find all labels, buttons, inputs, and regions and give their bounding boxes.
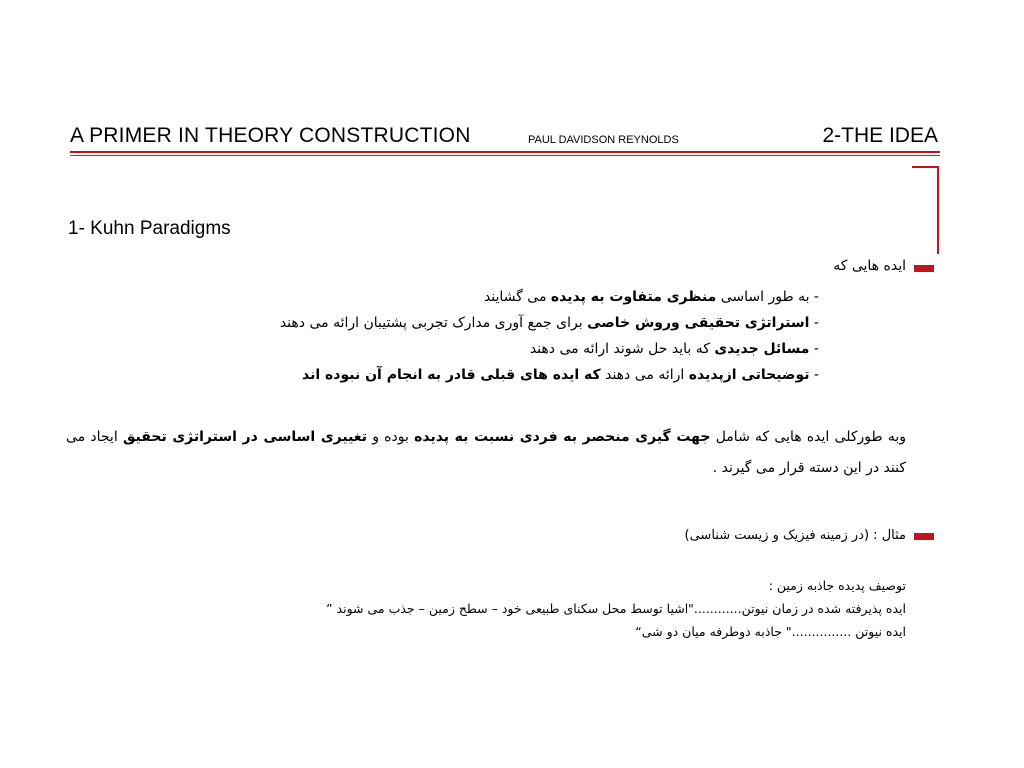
example-lines (326, 574, 906, 643)
book-title: A PRIMER IN THEORY CONSTRUCTION (70, 124, 471, 147)
header-rule-thin (70, 155, 940, 156)
example-title: مثال : (در زمینه فیزیک و زیست شناسی) (684, 528, 906, 543)
example-line: ایده پذیرفته شده در زمان نیوتن............"اشیا توسط محل سکنای طبیعی خود – سطح زمین – جذب می شوند ” (326, 601, 906, 616)
list-item: - استراتژی تحقیقی وروش خاصی برای جمع آوری مدارک تجربی پشتیبان ارائه می دهند (279, 315, 819, 331)
accent-line-vertical (937, 166, 939, 254)
bullet-square-icon (914, 265, 934, 272)
list-item: - مسائل جدیدی که باید حل شوند ارائه می دهند (529, 341, 819, 357)
characteristics-list (280, 284, 819, 388)
example-line: توصیف پدیده جاذبه زمین : (768, 578, 906, 593)
header-rule-red (70, 151, 940, 153)
bullet-square-icon (914, 533, 934, 540)
chapter-label: 2-THE IDEA (822, 124, 938, 147)
accent-line-top (912, 166, 939, 168)
example-line: ایده نیوتن ..............." جاذبه دوطرفه میان دو شی“ (635, 624, 906, 639)
book-author: PAUL DAVIDSON REYNOLDS (528, 134, 679, 146)
list-item: - توضیحاتی ازپدیده ارائه می دهند که ایده های قبلی قادر به انجام آن نبوده اند (302, 367, 819, 383)
slide-header (70, 124, 938, 152)
intro-text: ایده هایی که (833, 258, 906, 274)
summary-paragraph: وبه طورکلی ایده هایی که شامل جهت گیری منحصر به فردی نسبت به پدیده بوده و تغییری اساسی در استراتژی تحقیق ایجاد می کنند در این دسته قرار می گیرند . (66, 429, 907, 476)
slide-subtitle: 1- Kuhn Paradigms (68, 218, 231, 239)
list-item: - به طور اساسی منظری متفاوت به پدیده می گشایند (483, 289, 819, 305)
